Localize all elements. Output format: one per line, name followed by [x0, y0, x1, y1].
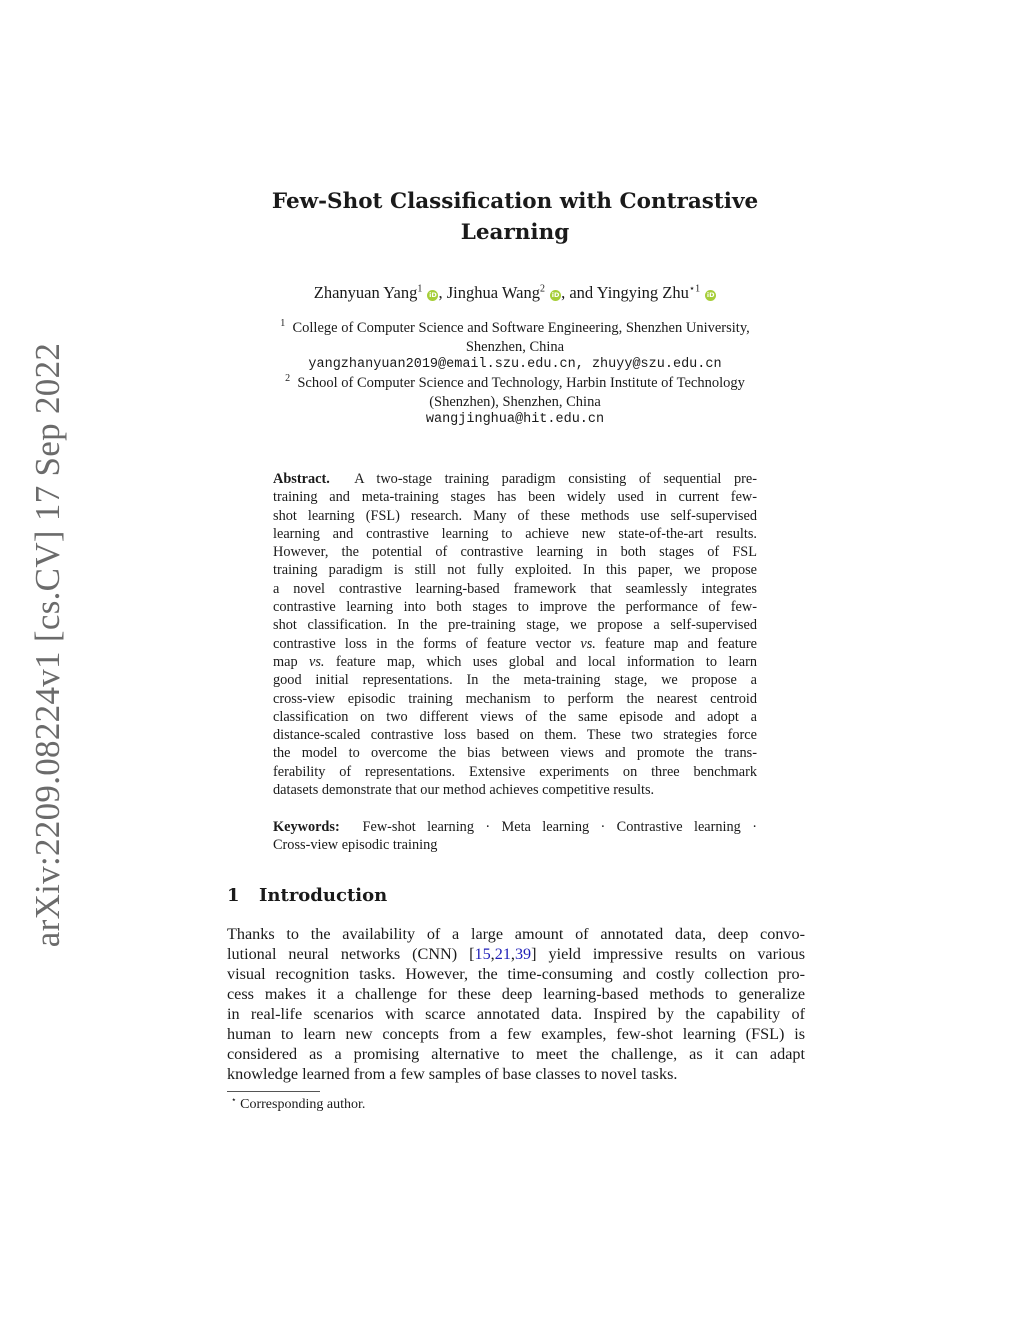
abstract-line: However, the potential of contrastive learning in both stages of FSL [273, 544, 757, 561]
author-name: Yingying Zhu [596, 283, 689, 302]
keywords-label: Keywords: [273, 819, 340, 835]
body-line: in real-life scenarios with scarce annotated data. Inspired by the capability of [227, 1005, 805, 1023]
affiliation-number: 1 [280, 318, 286, 330]
abstract-line [273, 653, 757, 671]
abstract-line: ferability of representations. Extensive experiments on three benchmark [273, 763, 757, 780]
affiliation-line: (Shenzhen), Shenzhen, China [429, 393, 601, 410]
abstract-label: Abstract. [273, 471, 330, 487]
author-name: Zhanyuan Yang [313, 283, 418, 302]
affiliation-text: School of Computer Science and Technology, Harbin Institute of Technology [297, 375, 745, 391]
affiliation-email[interactable]: wangjinghua@hit.edu.cn [425, 412, 605, 427]
affiliation-number: 2 [285, 373, 291, 385]
author-affiliation-mark: ⋆1 [688, 283, 701, 295]
abstract-line: datasets demonstrate that our method achieves competitive results. [273, 782, 655, 799]
body-line: knowledge learned from a few samples of base classes to novel tasks. [227, 1065, 678, 1083]
keywords-text: Few-shot learning · Meta learning · Contrastive learning · [362, 819, 757, 835]
author-affiliation-mark: 2 [539, 283, 545, 295]
affiliation-text: College of Computer Science and Software Engineering, Shenzhen University, [292, 320, 750, 336]
affiliation-2 [230, 374, 800, 430]
citation-link[interactable]: 21 [494, 945, 511, 963]
section-title: Introduction [259, 885, 388, 906]
affiliation-line: Shenzhen, China [465, 338, 565, 355]
abstract-line: training and meta-training stages has been widely used in current few- [273, 489, 757, 506]
affiliation-line [230, 374, 800, 393]
body-line: visual recognition tasks. However, the time-consuming and costly collection pro- [227, 965, 805, 983]
arxiv-identifier-stamp: arXiv:2209.08224v1 [cs.CV] 17 Sep 2022 [28, 342, 67, 948]
citation-link[interactable]: 39 [514, 945, 532, 963]
abstract-text: feature map and feature [604, 635, 757, 652]
abstract-line: training paradigm is still not fully exploited. In this paper, we propose [273, 562, 757, 579]
author-name: Jinghua Wang [446, 283, 540, 302]
abstract-line: contrastive learning into both stages to improve the performance of few- [273, 599, 757, 616]
body-text: lutional neural networks (CNN) [ [227, 945, 475, 963]
keywords [273, 818, 757, 855]
abstract-line: shot learning (FSL) research. Many of these methods use self-supervised [273, 507, 757, 524]
abstract [273, 470, 757, 799]
abstract-italic-vs: vs. [580, 635, 596, 652]
abstract-line [273, 635, 757, 653]
keywords-line [273, 818, 757, 836]
abstract-line: shot classification. In the pre-training stage, we propose a self-supervised [273, 617, 757, 634]
author-separator: , [438, 283, 447, 302]
abstract-text: A two-stage training paradigm consisting of sequential pre- [354, 471, 757, 487]
title-line: Learning [460, 220, 570, 245]
abstract-text: map [273, 653, 298, 670]
author-list [230, 283, 800, 303]
abstract-line: learning and contrastive learning to achieve new state-of-the-art results. [273, 525, 757, 542]
orcid-icon[interactable]: iD [706, 291, 715, 299]
body-line: human to learn new concepts from a few examples, few-shot learning (FSL) is [227, 1025, 805, 1043]
affiliation-email[interactable]: yangzhanyuan2019@email.szu.edu.cn, zhuyy@szu.edu.cn [308, 357, 722, 372]
author-separator: , and [561, 283, 597, 302]
abstract-line [273, 470, 757, 488]
orcid-icon[interactable]: iD [429, 291, 437, 299]
affiliation-line [230, 319, 800, 338]
body-line: lutional neural networks (CNN) [15,21,39] yield impressive results on various [227, 945, 805, 963]
introduction-paragraph [227, 924, 805, 1084]
abstract-line: distance-scaled contrastive loss based on them. These two strategies force [273, 727, 757, 744]
body-line: Thanks to the availability of a large amount of annotated data, deep convo- [227, 925, 805, 943]
paper-title [230, 186, 800, 248]
keywords-line: Cross-view episodic training [273, 837, 438, 854]
body-line: considered as a promising alternative to meet the challenge, as it can adapt [227, 1045, 805, 1063]
abstract-text: feature map, which uses global and local information to learn [335, 653, 757, 670]
abstract-line: good initial representations. In the meta-training stage, we propose a [273, 672, 757, 689]
body-line: cess makes it a challenge for these deep learning-based methods to generalize [227, 985, 805, 1003]
section-heading [227, 884, 387, 908]
section-number: 1 [227, 885, 240, 906]
abstract-line: classification on two different views of the same episode and adopt a [273, 708, 757, 725]
title-line: Few-Shot Classification with Contrastive [271, 189, 759, 214]
footnote-divider [227, 1091, 320, 1092]
affiliation-1 [230, 319, 800, 375]
body-text: ] yield impressive results on various [531, 945, 805, 963]
abstract-line: cross-view episodic training mechanism to perform the nearest centroid [273, 690, 757, 707]
footnote-text: Corresponding author. [240, 1097, 366, 1112]
footnote-mark: ⋆ [231, 1094, 237, 1105]
abstract-italic-vs: vs. [309, 653, 325, 670]
citation-link[interactable]: 15 [474, 945, 491, 963]
orcid-icon[interactable]: iD [551, 291, 560, 299]
author-affiliation-mark: 1 [417, 283, 423, 295]
abstract-line: the model to overcome the bias between views and promote the trans- [273, 745, 757, 762]
abstract-text: contrastive loss in the forms of feature vector [273, 635, 572, 652]
footnote [231, 1096, 365, 1114]
abstract-line: a novel contrastive learning-based framework that seamlessly integrates [273, 580, 757, 597]
